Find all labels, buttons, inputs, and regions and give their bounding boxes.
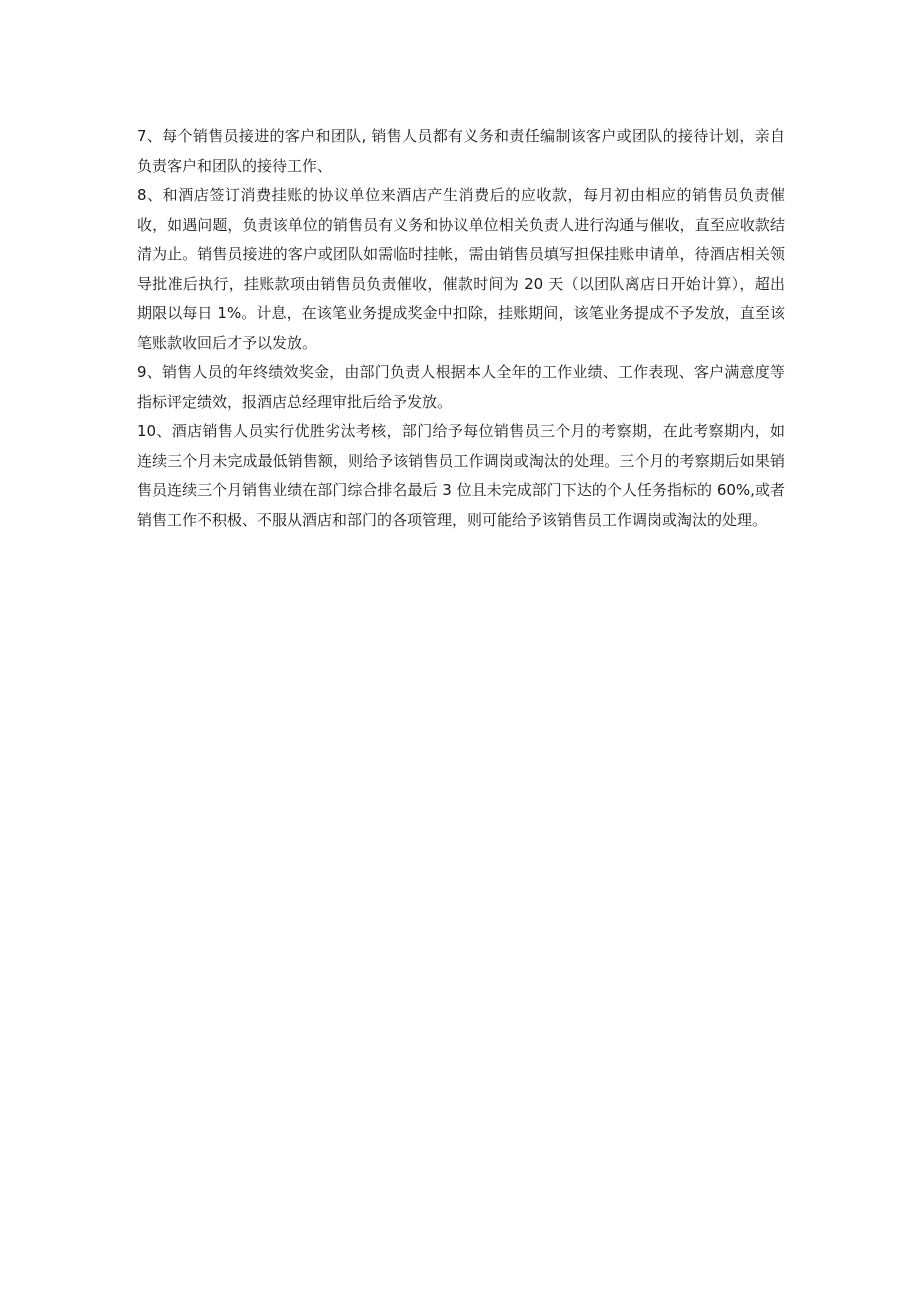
paragraph-item-8: 8、和酒店签订消费挂账的协议单位来酒店产生消费后的应收款，每月初由相应的销售员负责催收，如遇问题，负责该单位的销售员有义务和协议单位相关负责人进行沟通与催收，直至应收款结清为止。销售员接进的客户或团队如需临时挂帐，需由销售员填写担保挂账申请单，待酒店相关领导批准后执行，挂账款项由销售员负责催收，催款时间为 20 天（以团队离店日开始计算），超出期限以每日 1%。计息，在该笔业务提成奖金中扣除，挂账期间，该笔业务提成不予发放，直至该笔账款收回后才予以发放。: [137, 186, 785, 352]
paragraph-item-7: 7、每个销售员接进的客户和团队, 销售人员都有义务和责任编制该客户或团队的接待计划，亲自负责客户和团队的接待工作、: [137, 127, 785, 175]
paragraph-item-10: 10、酒店销售人员实行优胜劣汰考核，部门给予每位销售员三个月的考察期，在此考察期内，如连续三个月未完成最低销售额，则给予该销售员工作调岗或淘汰的处理。三个月的考察期后如果销售员连续三个月销售业绩在部门综合排名最后 3 位且未完成部门下达的个人任务指标的 60%,或者销售工作不积极、不服从酒店和部门的各项管理，则可能给予该销售员工作调岗或淘汰的处理。: [137, 422, 785, 529]
paragraph-item-9: 9、销售人员的年终绩效奖金，由部门负责人根据本人全年的工作业绩、工作表现、客户满意度等指标评定绩效，报酒店总经理审批后给予发放。: [137, 363, 785, 411]
document-body: [137, 122, 785, 535]
